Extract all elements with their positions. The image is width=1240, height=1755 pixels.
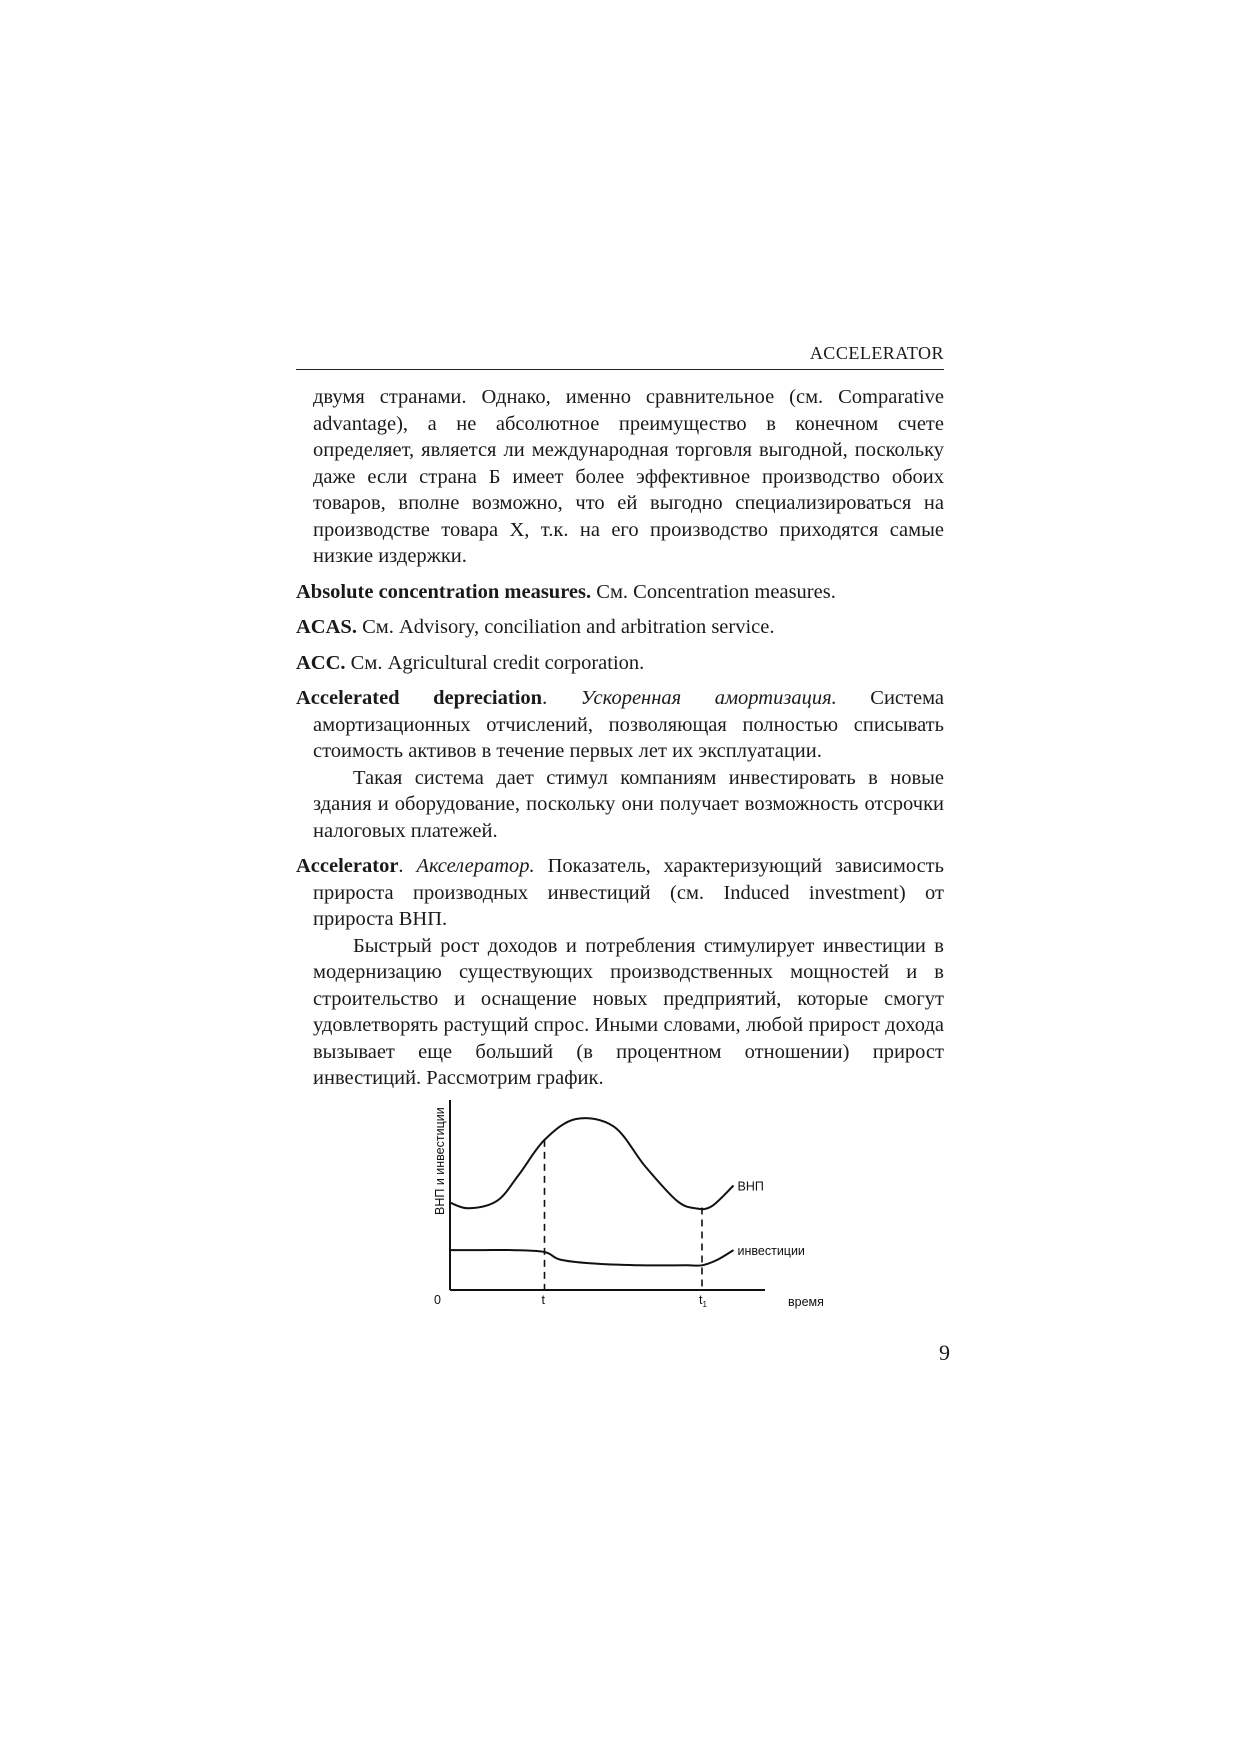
entry-dot: . [542, 687, 548, 709]
entry-translation: Акселератор. [416, 855, 535, 877]
series-line-investment [450, 1250, 734, 1266]
entry-text: См. Agricultural credit corporation. [350, 651, 645, 674]
series-label-investment: инвестиции [737, 1244, 805, 1259]
page-number: 9 [939, 1340, 950, 1365]
origin-label: 0 [434, 1293, 441, 1307]
entry-term: Accelerated depreciation [296, 687, 543, 709]
entry-acas [296, 614, 944, 641]
series-line-gnp [450, 1118, 734, 1209]
entry-accelerator-paragraph-2: Быстрый рост доходов и потребления стимулирует инвестиции в модернизацию существующих производственных мощностей и в строительство и оснащение новых предприятий, которые смогут удовлетворять растущий спрос. Иными словами, любой прирост дохода вызывает еще больший (в процентном отношении) прирост инвестиций. Рассмотрим график. [313, 934, 944, 1089]
entry-translation: Ускоренная амортизация. [580, 687, 837, 709]
entry-accelerated-depreciation [296, 685, 944, 765]
x-tick-label: $t_1$ [699, 1293, 707, 1309]
x-tick-label: t [541, 1293, 545, 1307]
page-body [296, 384, 944, 1092]
entry-term: ACAS. [296, 616, 357, 638]
entry-term: Absolute concentration measures. [296, 580, 592, 603]
entry-accelerator [296, 853, 944, 933]
entry-term: ACC. [296, 651, 346, 674]
entry-text: См. Concentration measures. [596, 580, 836, 603]
entry-accelerated-depreciation-paragraph-2: Такая система дает стимул компаниям инвестировать в новые здания и оборудование, поскольку они получает возможность отсрочки налоговых платежей. [313, 766, 944, 842]
gnp-investment-chart [420, 1100, 900, 1335]
header-title: ACCELERATOR [809, 343, 944, 363]
continuation-paragraph: двумя странами. Однако, именно сравнительное (см. Comparative advantage), а не абсолютное преимущество в конечном счете определяет, является ли международная торговля выгодной, поскольку даже если страна Б имеет более эффективное производство обоих товаров, вполне возможно, что ей выгодно специализироваться на производстве товара X, т.к. на его производство приходятся самые низкие издержки. [313, 386, 944, 567]
running-header [296, 341, 944, 370]
entry-text: Показатель, характеризующий зависимость прироста производных инвестиций (см. Induced investment) от прироста ВНП. [313, 855, 944, 930]
entry-absolute-concentration [296, 579, 944, 606]
entry-term: Accelerator [296, 855, 399, 877]
x-axis-label: время [788, 1295, 824, 1309]
series-label-gnp: ВНП [737, 1179, 764, 1194]
entry-text: См. Advisory, conciliation and arbitration service. [362, 616, 775, 638]
entry-acc [296, 650, 944, 677]
y-axis-label: ВНП и инвестиции [433, 1107, 447, 1215]
entry-text: Система амортизационных отчислений, позволяющая полностью списывать стоимость активов в течение первых лет их эксплуатации. [313, 687, 944, 762]
entry-dot: . [398, 855, 404, 877]
